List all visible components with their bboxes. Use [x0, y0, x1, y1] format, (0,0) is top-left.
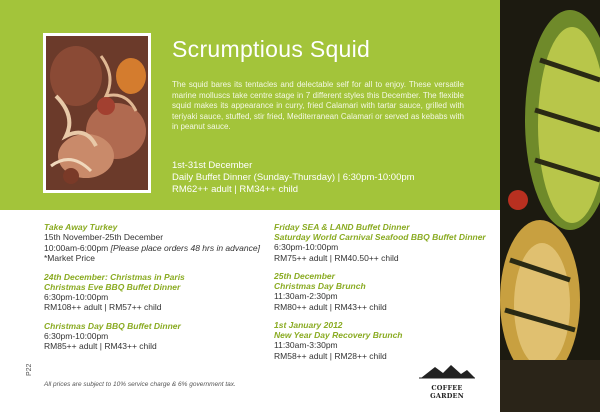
mountain-icon — [417, 363, 477, 379]
event-subtitle: New Year Day Recovery Brunch — [274, 330, 403, 340]
schedule-times: Daily Buffet Dinner (Sunday-Thursday) | 6:30pm-10:00pm — [172, 172, 415, 183]
grilled-vegetables-photo — [500, 0, 600, 412]
event-hours — [44, 243, 274, 254]
schedule-dates: 1st-31st December — [172, 160, 253, 171]
event-hours: 11:30am-2:30pm — [274, 291, 338, 301]
event-hours: 6:30pm-10:00pm — [44, 330, 109, 341]
event-title: Take Away Turkey — [44, 222, 118, 232]
squid-dish-photo — [43, 33, 151, 193]
feature-title: Scrumptious Squid — [172, 36, 371, 62]
event-hours: 11:30am-3:30pm — [274, 340, 338, 350]
event-subtitle: Saturday World Carnival Seafood BBQ Buffet Dinner — [274, 232, 486, 242]
events-right-column — [274, 222, 504, 369]
event-subtitle: Christmas Eve BBQ Buffet Dinner — [44, 281, 181, 292]
event-hours-time: 10:00am-6:00pm — [44, 242, 111, 253]
event-prices: RM58++ adult | RM28++ child — [274, 350, 387, 361]
events-left-column — [44, 222, 274, 360]
feature-description: The squid bares its tentacles and delectable self for all to enjoy. These versatile marine molluscs take centre stage in 7 different styles this December. The flexible squid makes its appearance in curry, fried Calamari with tartar sauce, grilled with teriyaki sauce, stuffed, stir fried, Mediterranean Calamari or served as kebabs with in peanut sauce. — [172, 80, 464, 131]
schedule-prices: RM62++ adult | RM34++ child — [172, 184, 299, 195]
logo-label: COFFEE GARDEN — [430, 384, 464, 400]
event-weekend-buffet — [274, 222, 504, 263]
event-subtitle: Christmas Day Brunch — [274, 281, 366, 291]
event-hours: 6:30pm-10:00pm — [44, 291, 109, 302]
page-number: P22 — [26, 363, 33, 376]
event-title: 25th December — [274, 271, 335, 281]
event-dates: 15th November-25th December — [44, 232, 164, 242]
event-prices: RM75++ adult | RM40.50++ child — [274, 252, 399, 263]
coffee-garden-logo — [417, 363, 477, 400]
header-banner — [0, 0, 500, 210]
event-title: Christmas Day BBQ Buffet Dinner — [44, 320, 181, 331]
tax-footnote: All prices are subject to 10% service charge & 6% government tax. — [44, 381, 236, 388]
event-title: 1st January 2012 — [274, 320, 343, 330]
event-christmas-day-brunch — [274, 271, 504, 312]
event-new-year-brunch — [274, 320, 504, 361]
event-order-note: [Please place orders 48 hrs in advance] — [110, 242, 260, 253]
event-take-away-turkey — [44, 222, 274, 264]
feature-schedule — [172, 160, 472, 196]
event-prices: RM85++ adult | RM43++ child — [44, 341, 157, 351]
event-christmas-day-bbq — [44, 321, 274, 352]
event-hours: 6:30pm-10:00pm — [274, 242, 339, 252]
event-title: 24th December: Christmas in Paris — [44, 271, 185, 282]
event-prices: RM80++ adult | RM43++ child — [274, 301, 387, 312]
event-title: Friday SEA & LAND Buffet Dinner — [274, 222, 410, 232]
event-prices: RM108++ adult | RM57++ child — [44, 302, 162, 312]
event-christmas-eve-bbq — [44, 272, 274, 313]
event-price-note: *Market Price — [44, 253, 96, 263]
